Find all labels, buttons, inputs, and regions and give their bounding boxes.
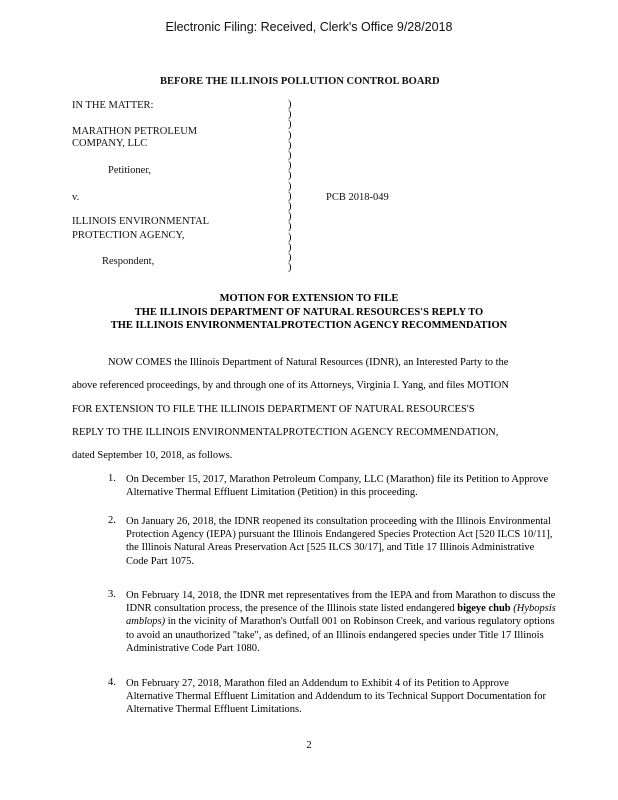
versus: v. <box>72 192 80 203</box>
item-3-number: 3. <box>108 589 116 600</box>
species-scientific-name: (Hybopsis amblops) <box>126 603 556 628</box>
respondent-name-line1: ILLINOIS ENVIRONMENTAL <box>72 216 210 227</box>
caption-parentheses: ) ) ) ) ) ) ) ) ) ) ) ) ) ) ) ) ) <box>288 99 292 274</box>
board-title: BEFORE THE ILLINOIS POLLUTION CONTROL BOARD <box>160 76 440 87</box>
item-1-number: 1. <box>108 473 116 484</box>
item-2-text: On January 26, 2018, the IDNR reopened its consultation proceeding with the Illinois Environmental Protection Agency (IEPA) pursuant the Illinois Endangered Species Protection Act [520 ILCS 10/11], the Illinois Natural Areas Preservation Act [525 ILCS 30/17], and Title 17 Illinois Administrative Code Part 1075. <box>126 516 553 567</box>
motion-title-line2: THE ILLINOIS DEPARTMENT OF NATURAL RESOURCES'S REPLY TO <box>134 306 484 318</box>
case-number: PCB 2018-049 <box>326 192 389 203</box>
filing-stamp: Electronic Filing: Received, Clerk's Office 9/28/2018 <box>165 20 453 34</box>
item-4-text: On February 27, 2018, Marathon filed an Addendum to Exhibit 4 of its Petition to Approve Alternative Thermal Effluent Limitation and Addendum to its Technical Support Documentation for Alternative Thermal Effluent Limitations. <box>126 678 547 716</box>
intro-line-5: dated September 10, 2018, as follows. <box>72 450 233 461</box>
petitioner-name-line2: COMPANY, LLC <box>72 138 148 149</box>
intro-line-2: above referenced proceedings, by and through one of its Attorneys, Virginia I. Yang, and files MOTION <box>72 380 509 391</box>
petitioner-role: Petitioner, <box>108 165 152 176</box>
motion-title <box>0 292 618 333</box>
item-3-text: On February 14, 2018, the IDNR met representatives from the IEPA and from Marathon to discuss the IDNR consultation process, the presence of the Illinois state listed endangered bigeye chub (Hybopsis amblops) in the vicinity of Marathon's Outfall 001 on Robinson Creek, and various regulatory options to avoid an unauthorized "take", as defined, of an Illinois endangered species under Title 17 Illinois Administrative Code Part 1080. <box>126 590 556 654</box>
motion-title-line1: MOTION FOR EXTENSION TO FILE <box>219 293 399 304</box>
page-number: 2 <box>306 740 312 751</box>
petitioner-name-line1: MARATHON PETROLEUM <box>72 126 198 137</box>
in-the-matter-label: IN THE MATTER: <box>72 100 154 111</box>
intro-line-3: FOR EXTENSION TO FILE THE ILLINOIS DEPARTMENT OF NATURAL RESOURCES'S <box>72 404 475 415</box>
intro-line-4: REPLY TO THE ILLINOIS ENVIRONMENTALPROTECTION AGENCY RECOMMENDATION, <box>72 427 499 438</box>
species-common-name: bigeye chub <box>457 603 511 615</box>
respondent-name-line2: PROTECTION AGENCY, <box>72 230 185 241</box>
item-1-text: On December 15, 2017, Marathon Petroleum Company, LLC (Marathon) file its Petition to Approve Alternative Thermal Effluent Limitation (Petition) in this proceeding. <box>126 474 549 499</box>
item-4-number: 4. <box>108 677 116 688</box>
intro-line-1: NOW COMES the Illinois Department of Natural Resources (IDNR), an Interested Party to the <box>108 357 509 368</box>
respondent-role: Respondent, <box>102 256 155 267</box>
item-2-number: 2. <box>108 515 116 526</box>
motion-title-line3: THE ILLINOIS ENVIRONMENTALPROTECTION AGENCY RECOMMENDATION <box>110 320 508 331</box>
